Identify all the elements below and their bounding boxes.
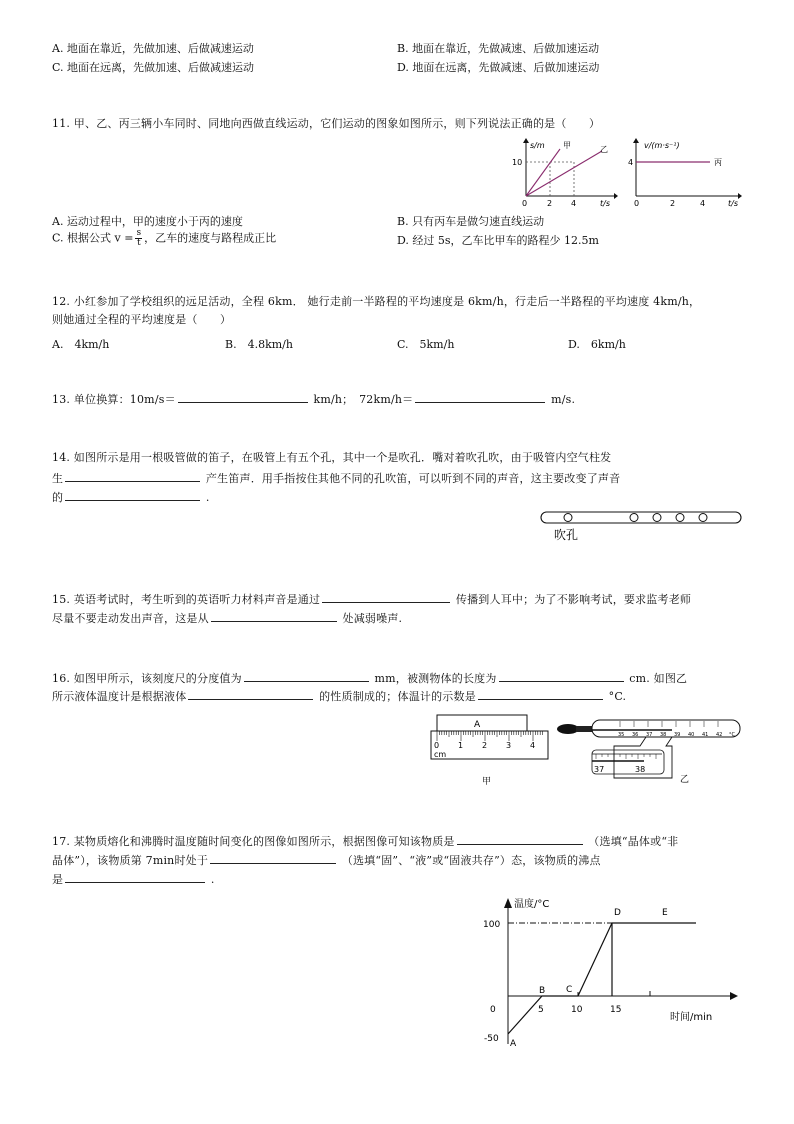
q14-blank-2[interactable] [65, 488, 200, 501]
q15-line1-post: 传播到人耳中；为了不影响考试，要求监考老师 [455, 593, 692, 606]
q15-line2-post: 处减弱噪声. [342, 612, 403, 625]
q16-blank-3[interactable] [188, 687, 313, 700]
q11-g1-x0: 0 [522, 199, 528, 208]
q16-thermo-tick-42: 42 [716, 732, 723, 738]
q17-line1-post: （选填“晶体或“非 [588, 835, 679, 848]
q14-flute-figure [540, 509, 744, 545]
q17-blank-3[interactable] [65, 870, 205, 883]
q17-temperature-graph [480, 894, 742, 1054]
q17-graph-x5: 5 [538, 1005, 544, 1015]
q16-ruler-tick-2: 2 [482, 741, 488, 750]
q11-option-c [52, 229, 276, 248]
q16-thermo-zoom-37: 37 [594, 765, 605, 774]
q16-ruler-tick-3: 3 [506, 741, 512, 750]
q16-ruler-unit: cm [434, 750, 447, 759]
q16-line1-mid: mm，被测物体的长度为 [374, 672, 497, 685]
q11-g1-x4: 4 [571, 199, 577, 208]
q11-g2-ylabel: v/(m·s⁻¹) [644, 141, 680, 150]
q10-option-c: C. 地面在远离，先做加速、后做减速运动 [52, 61, 255, 74]
q14-line3-post: . [205, 491, 210, 504]
q12-option-b: B. 4.8km/h [225, 338, 293, 351]
q11-option-d: D. 经过 5s，乙车比甲车的路程少 12.5m [397, 234, 599, 247]
q13-part1: 13. 单位换算：10m/s＝ [52, 393, 176, 406]
q11-vt-graph [624, 136, 744, 208]
q16-thermo-caption: 乙 [680, 775, 690, 785]
q14-line2-post: 产生笛声．用手指按住其他不同的孔吹笛，可以听到不同的声音，这主要改变了声音 [205, 472, 621, 485]
q16-thermo-tick-35: 35 [618, 732, 625, 738]
q17-graph-yneg50: -50 [484, 1034, 499, 1044]
q11-g1-jia: 甲 [563, 141, 571, 150]
q17-line1 [52, 832, 678, 849]
q16-thermo-tick-40: 40 [688, 732, 695, 738]
q17-graph-xlabel: 时间/min [670, 1012, 713, 1023]
q11-g2-x2: 2 [670, 199, 676, 208]
q17-line2 [52, 851, 601, 868]
q14-line2 [52, 469, 620, 486]
q12-line2: 则她通过全程的平均速度是（ ） [52, 313, 232, 326]
q16-thermo-tick-38: 38 [660, 732, 667, 738]
q17-line1-pre: 17. 某物质熔化和沸腾时温度随时间变化的图像如图所示，根据图像可知该物质是 [52, 835, 455, 848]
q16-ruler-tick-4: 4 [530, 741, 536, 750]
q17-point-b: B [539, 986, 546, 996]
q15-blank-2[interactable] [211, 609, 337, 622]
q17-graph-ylabel: 温度/°C [514, 899, 550, 910]
q16-ruler-caption: 甲 [482, 777, 492, 787]
q17-line3-post: . [210, 873, 215, 886]
q14-line3 [52, 488, 210, 505]
q16-line2-post: °C. [608, 690, 627, 703]
q13-part3: m/s. [551, 393, 576, 406]
q10-option-a: A. 地面在靠近，先做加速、后做减速运动 [52, 42, 254, 55]
q15-line2 [52, 609, 402, 626]
q16-thermo-tick-37: 37 [646, 732, 653, 738]
q11-option-a: A. 运动过程中，甲的速度小于丙的速度 [52, 215, 243, 228]
q17-graph-x10: 10 [571, 1005, 583, 1015]
q11-option-c-pre: C. 根据公式 v = [52, 231, 134, 245]
q16-thermo-unit: °C [729, 732, 735, 738]
q15-line1 [52, 590, 691, 607]
q17-point-a: A [510, 1039, 517, 1049]
q11-g1-x2: 2 [547, 199, 553, 208]
q10-option-b: B. 地面在靠近，先做减速、后做加速运动 [397, 42, 600, 55]
q17-blank-2[interactable] [210, 851, 336, 864]
q14-figure-label: 吹孔 [554, 528, 579, 542]
q17-point-d: D [614, 908, 621, 918]
q12-option-a: A. 4km/h [52, 338, 110, 351]
q17-graph-y0: 0 [490, 1005, 496, 1015]
q12-option-d: D. 6km/h [568, 338, 626, 351]
q16-thermometer-figure [556, 716, 744, 788]
q16-ruler-object: A [474, 720, 481, 730]
q17-line2-pre: 晶体”），该物质第 7min时处于 [52, 854, 209, 867]
q11-g1-xlabel: t/s [600, 199, 610, 208]
q16-line1 [52, 669, 687, 686]
q13-line [52, 390, 575, 407]
q16-thermo-tick-41: 41 [702, 732, 709, 738]
q11-g2-x4: 4 [700, 199, 706, 208]
q13-blank-1[interactable] [178, 390, 308, 403]
q14-line1: 14. 如图所示是用一根吸管做的笛子，在吸管上有五个孔，其中一个是吹孔．嘴对着吹孔吹，由于吸管内空气柱发 [52, 451, 612, 464]
q16-line2-pre: 所示液体温度计是根据液体 [52, 690, 187, 703]
q11-g2-bing: 丙 [714, 158, 722, 167]
q11-g2-xlabel: t/s [728, 199, 738, 208]
q15-line1-pre: 15. 英语考试时，考生听到的英语听力材料声音是通过 [52, 593, 321, 606]
q11-g1-y10: 10 [512, 158, 523, 167]
q16-line1-post: cm. 如图乙 [629, 672, 688, 685]
q11-g1-ylabel: s/m [530, 141, 545, 150]
q16-blank-4[interactable] [478, 687, 603, 700]
q11-frac-num: s [136, 228, 142, 238]
q11-formula-fraction [135, 229, 142, 248]
q16-line1-pre: 16. 如图甲所示，该刻度尺的分度值为 [52, 672, 242, 685]
q17-line2-post: （选填“固”、“液”或“固液共存”）态，该物质的沸点 [341, 854, 601, 867]
q16-line2 [52, 687, 626, 704]
q16-ruler-tick-0: 0 [434, 741, 440, 750]
q14-blank-1[interactable] [65, 469, 200, 482]
q11-stem: 11. 甲、乙、丙三辆小车同时、同地向西做直线运动，它们运动的图象如图所示，则下列说法正确的是（ ） [52, 117, 601, 130]
q11-option-b: B. 只有丙车是做匀速直线运动 [397, 215, 545, 228]
q13-part2: km/h； 72km/h＝ [313, 393, 414, 406]
q16-ruler-tick-1: 1 [458, 741, 464, 750]
q10-option-d: D. 地面在远离，先做减速、后做加速运动 [397, 61, 600, 74]
q15-blank-1[interactable] [322, 590, 450, 603]
q14-line3-pre: 的 [52, 491, 64, 504]
q17-graph-y100: 100 [483, 920, 501, 930]
q17-blank-1[interactable] [457, 832, 583, 845]
q11-st-graph [508, 136, 618, 208]
q13-blank-2[interactable] [415, 390, 545, 403]
q12-line1: 12. 小红参加了学校组织的远足活动，全程 6km． 她行走前一半路程的平均速度是 6km/h，行走后一半路程的平均速度 4km/h， [52, 295, 701, 308]
q11-g1-yi: 乙 [600, 145, 608, 154]
q11-option-c-post: ，乙车的速度与路程成正比 [144, 231, 277, 245]
q16-blank-1[interactable] [244, 669, 369, 682]
q11-frac-den: t [136, 238, 141, 248]
q16-thermo-tick-39: 39 [674, 732, 681, 738]
q15-line2-pre: 尽量不要走动发出声音，这是从 [52, 612, 209, 625]
q16-thermo-zoom-38: 38 [635, 765, 646, 774]
q11-g2-y4: 4 [628, 158, 634, 167]
q17-point-c: C [566, 985, 573, 995]
q17-line3 [52, 870, 215, 887]
q17-graph-x15: 15 [610, 1005, 622, 1015]
q16-thermo-tick-36: 36 [632, 732, 639, 738]
q14-line2-pre: 生 [52, 472, 64, 485]
q16-ruler-figure [430, 712, 552, 788]
q12-option-c: C. 5km/h [397, 338, 455, 351]
q16-line2-mid: 的性质制成的；体温计的示数是 [319, 690, 476, 703]
q17-line3-pre: 是 [52, 873, 64, 886]
q16-blank-2[interactable] [499, 669, 624, 682]
q17-point-e: E [662, 908, 668, 918]
q11-g2-x0: 0 [634, 199, 640, 208]
